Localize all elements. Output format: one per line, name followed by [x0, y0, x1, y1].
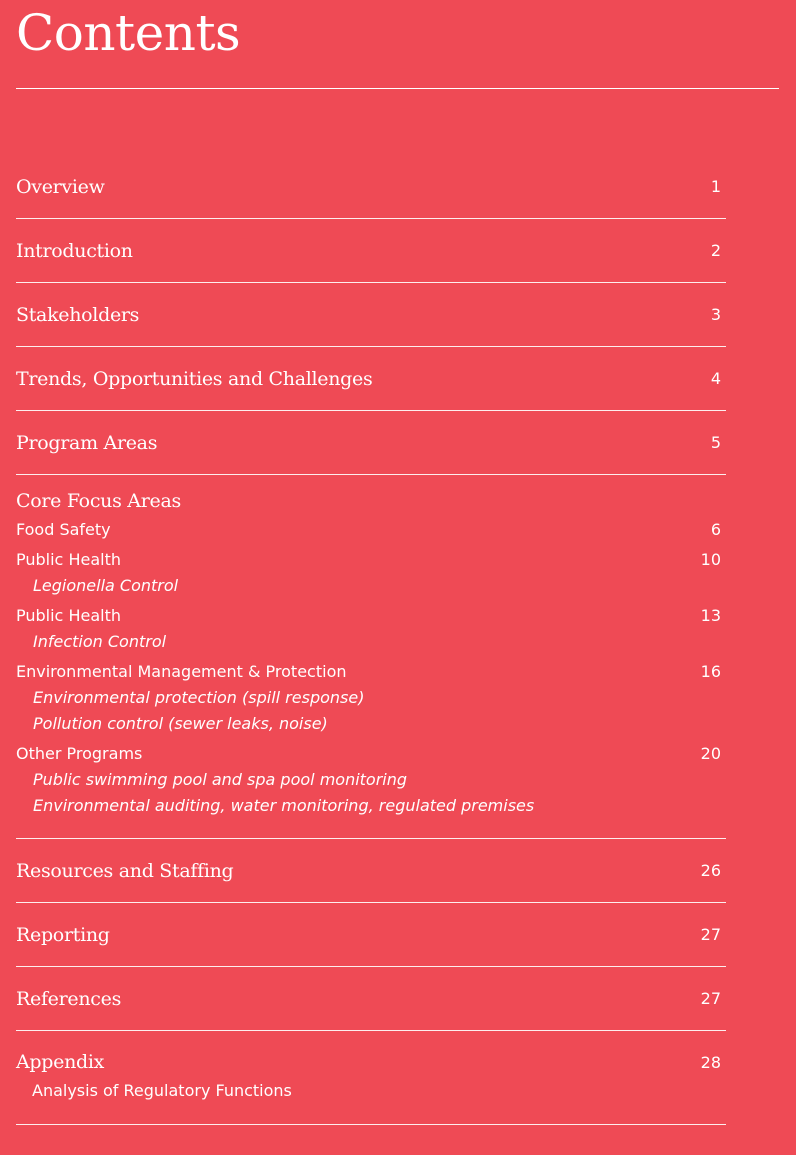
- toc-subentry: Legionella Control: [33, 576, 179, 595]
- toc-entry-public-health-legionella[interactable]: [16, 547, 726, 599]
- toc-entry-program-areas[interactable]: [16, 411, 726, 475]
- toc-section-core-focus-areas: [16, 475, 726, 839]
- toc-entry-title: Environmental Management & Protection: [16, 662, 347, 681]
- toc-subentry: Infection Control: [33, 632, 167, 651]
- toc-page-number: 16: [700, 662, 721, 681]
- toc-entry-title: Food Safety: [16, 520, 111, 539]
- toc-entry-title: Stakeholders: [16, 303, 140, 326]
- toc-page-number: 27: [700, 989, 721, 1008]
- toc-entry-title: Public Health: [16, 550, 121, 569]
- toc-entry-title: Appendix: [16, 1051, 105, 1073]
- toc-entry-food-safety[interactable]: [16, 517, 726, 543]
- toc-entry-trends[interactable]: [16, 347, 726, 411]
- toc-page-number: 4: [710, 369, 721, 388]
- toc-page-number: 3: [710, 305, 721, 324]
- toc-page-number: 13: [700, 606, 721, 625]
- toc-page-number: 10: [700, 550, 721, 569]
- toc-entry-references[interactable]: [16, 967, 726, 1031]
- toc-entry-appendix[interactable]: [16, 1031, 726, 1125]
- toc-entry-stakeholders[interactable]: [16, 283, 726, 347]
- toc-subentry: Public swimming pool and spa pool monitoring: [33, 770, 408, 789]
- toc-entry-title: Overview: [16, 175, 105, 198]
- toc-entry-title: Trends, Opportunities and Challenges: [16, 367, 373, 390]
- toc-subentry: Pollution control (sewer leaks, noise): [33, 714, 328, 733]
- toc-entry-title: Introduction: [16, 239, 133, 262]
- toc-entry-public-health-infection[interactable]: [16, 603, 726, 655]
- toc-entry-title: References: [16, 987, 122, 1010]
- toc-subentry: Environmental auditing, water monitoring, regulated premises: [33, 796, 535, 815]
- toc-entry-title: Public Health: [16, 606, 121, 625]
- toc-entry-other-programs[interactable]: [16, 741, 726, 819]
- page-title: Contents: [16, 4, 241, 62]
- toc-subentry: Environmental protection (spill response): [33, 688, 365, 707]
- toc-entry-reporting[interactable]: [16, 903, 726, 967]
- toc-entry-title: Resources and Staffing: [16, 859, 234, 882]
- toc-entry-overview[interactable]: [16, 155, 726, 219]
- toc-entry-title: Reporting: [16, 923, 110, 946]
- toc-entry-introduction[interactable]: [16, 219, 726, 283]
- toc-page-number: 2: [710, 241, 721, 260]
- toc-entry-environmental-management[interactable]: [16, 659, 726, 737]
- toc-page-number: 27: [700, 925, 721, 944]
- toc-page-number: 20: [700, 744, 721, 763]
- toc-page-number: 6: [710, 520, 721, 539]
- table-of-contents: [16, 155, 726, 1125]
- toc-entry-title: Program Areas: [16, 431, 158, 454]
- toc-page-number: 26: [700, 861, 721, 880]
- toc-entry-title: Other Programs: [16, 744, 143, 763]
- toc-page-number: 28: [700, 1052, 721, 1072]
- toc-section-title: Core Focus Areas: [16, 490, 181, 512]
- title-divider: [16, 88, 779, 89]
- toc-entry-resources-staffing[interactable]: [16, 839, 726, 903]
- toc-subentry: Analysis of Regulatory Functions: [32, 1081, 292, 1100]
- toc-page-number: 1: [710, 177, 721, 196]
- toc-page-number: 5: [710, 433, 721, 452]
